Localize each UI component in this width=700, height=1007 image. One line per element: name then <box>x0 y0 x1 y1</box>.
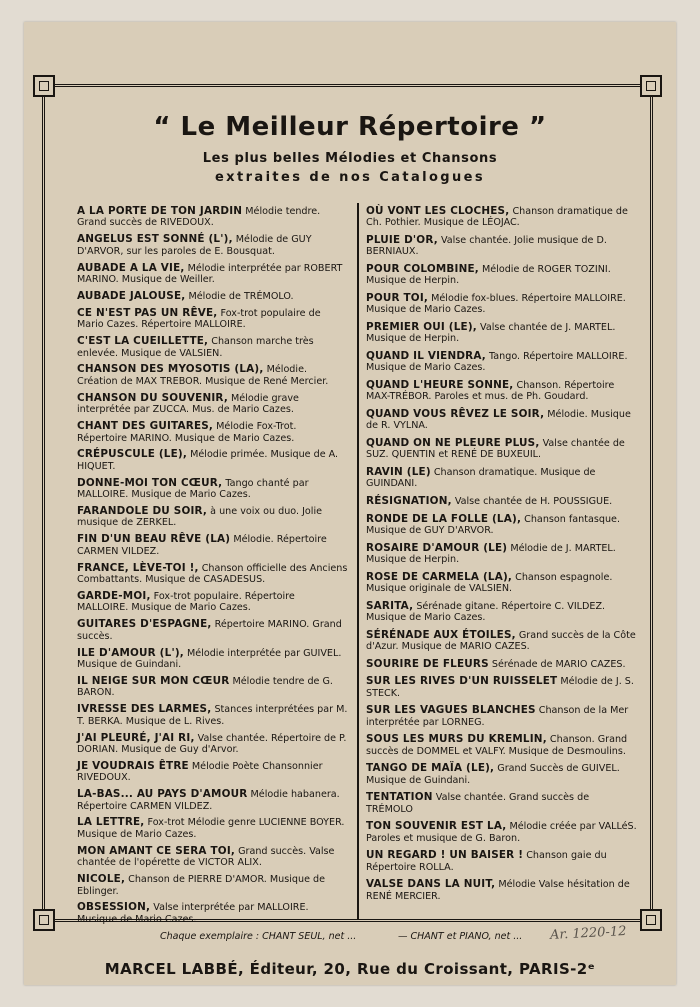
corner-ornament-icon <box>33 909 55 931</box>
song-entry <box>77 421 349 444</box>
song-entry <box>77 234 349 257</box>
song-description: Fox-trot Mélodie genre LUCIENNE BOYER. Musique de Mario Cazes. <box>77 817 345 840</box>
song-description: Mélodie créée par VALLéS. Paroles et musique de G. Baron. <box>366 821 637 844</box>
song-title: DONNE-MOI TON CŒUR, <box>77 476 223 489</box>
song-description: Chanson gaie du Répertoire ROLLA. <box>366 850 607 873</box>
song-entry <box>366 659 638 670</box>
song-entry <box>366 351 638 374</box>
song-description: Mélodie. Musique de R. VYLNA. <box>366 409 631 432</box>
song-description: Chanson fantasque. Musique de GUY D'ARVOR. <box>366 513 620 536</box>
song-description: Chanson espagnole. Musique originale de VALSIEN. <box>366 571 613 594</box>
song-description: à une voix ou duo. Jolie musique de ZERKEL. <box>77 506 323 529</box>
price-chant-seul: Chaque exemplaire : CHANT SEUL, net ... <box>160 931 357 942</box>
song-title: AUBADE JALOUSE, <box>77 289 186 302</box>
song-entry <box>77 308 349 331</box>
song-description: Tango chanté par MALLOIRE. Musique de Mario Cazes. <box>77 477 309 501</box>
song-description: Stances interprétées par M. T. BERKA. Musique de L. Rives. <box>77 704 348 727</box>
song-title: FRANCE, LÈVE-TOI !, <box>77 561 199 574</box>
page-title: “ Le Meilleur Répertoire ” <box>153 112 547 142</box>
song-description: Mélodie primée. Musique de A. HIQUET. <box>77 449 339 472</box>
song-title: J'AI PLEURÉ, J'AI RI, <box>77 731 195 744</box>
song-title: OBSESSION, <box>77 901 151 914</box>
song-title: A LA PORTE DE TON JARDIN <box>77 205 243 217</box>
song-title: POUR TOI, <box>366 292 429 304</box>
song-entry <box>77 478 349 501</box>
song-title: C'EST LA CUEILLETTE, <box>77 335 209 348</box>
song-description: Mélodie Valse hésitation de RENÉ MERCIER. <box>366 879 630 902</box>
song-entry <box>77 534 349 557</box>
song-description: Fox-trot populaire. Répertoire MALLOIRE. Musique de Mario Cazes. <box>77 590 295 614</box>
song-title: LA-BAS... AU PAYS D'AMOUR <box>77 788 248 801</box>
song-title: CHANSON DU SOUVENIR, <box>77 391 228 404</box>
song-entry <box>366 543 638 566</box>
song-entry <box>77 902 349 925</box>
song-entry <box>366 879 638 902</box>
song-entry <box>77 648 349 671</box>
song-title: ILE D'AMOUR (L'), <box>77 646 184 659</box>
song-description: Grand succès. Valse chantée de l'opérette de VICTOR ALIX. <box>77 845 335 869</box>
song-description: Mélodie Fox-Trot. Répertoire MARINO. Musique de Mario Cazes. <box>77 421 297 444</box>
song-entry <box>366 235 638 258</box>
song-entry <box>77 733 349 756</box>
song-title: FIN D'UN BEAU RÊVE (LA) <box>77 533 231 546</box>
song-title: CHANT DES GUITARES, <box>77 420 214 433</box>
song-entry <box>77 206 349 229</box>
song-entry <box>77 874 349 897</box>
song-description: Chanson de la Mer interprétée par LORNEG. <box>366 705 629 728</box>
song-entry <box>77 676 349 699</box>
song-title: QUAND VOUS RÊVEZ LE SOIR, <box>366 408 545 420</box>
song-description: Sérénade gitane. Répertoire C. VILDEZ. Musique de Mario Cazes. <box>366 600 606 623</box>
song-entry <box>366 467 638 490</box>
song-description: Chanson dramatique. Musique de GUINDANI. <box>366 467 596 490</box>
song-description: Valse chantée. Jolie musique de D. BERNIAUX. <box>366 235 607 258</box>
song-entry <box>366 514 638 537</box>
song-entry <box>366 264 638 287</box>
song-title: ROSAIRE D'AMOUR (LE) <box>366 541 508 554</box>
song-entry <box>366 630 638 653</box>
song-entry <box>366 763 638 786</box>
song-description: Chanson officielle des Anciens Combattants. Musique de CASADESUS. <box>77 562 348 586</box>
song-title: GUITARES D'ESPAGNE, <box>77 618 212 631</box>
song-entry <box>77 291 349 302</box>
song-entry <box>366 676 638 699</box>
song-description: Tango. Répertoire MALLOIRE. Musique de Mario Cazes. <box>366 351 628 374</box>
song-description: Mélodie interprétée par ROBERT MARINO. Musique de Weiller. <box>77 262 343 286</box>
song-entry <box>77 817 349 840</box>
price-chant-piano: — CHANT et PIANO, net ... <box>398 931 523 942</box>
song-description: Grand Succès de GUIVEL. Musique de Guindani. <box>366 763 620 786</box>
corner-ornament-icon <box>33 75 55 97</box>
subtitle-line-1: Les plus belles Mélodies et Chansons <box>202 151 498 166</box>
song-title: RAVIN (LE) <box>366 466 431 478</box>
song-title: QUAND IL VIENDRA, <box>366 350 486 362</box>
song-entry <box>77 619 349 642</box>
song-description: Mélodie de J. S. STECK. <box>366 676 634 699</box>
song-title: QUAND ON NE PLEURE PLUS, <box>366 437 540 449</box>
column-divider <box>357 203 359 920</box>
song-description: Mélodie fox-blues. Répertoire MALLOIRE. Musique de Mario Cazes. <box>366 293 626 316</box>
song-entry <box>366 792 638 815</box>
song-description: Mélodie de GUY D'ARVOR, sur les paroles de E. Bousquat. <box>77 234 312 257</box>
song-title: OÙ VONT LES CLOCHES, <box>366 205 510 217</box>
song-title: MON AMANT CE SERA TOI, <box>77 844 236 857</box>
song-entry <box>366 850 638 873</box>
song-description: Chanson. Répertoire MAX-TRÉBOR. Paroles et mus. de Ph. Goudard. <box>366 380 615 403</box>
song-description: Chanson dramatique de Ch. Pothier. Musique de LÉOJAC. <box>366 206 628 229</box>
song-description: Fox-trot populaire de Mario Cazes. Répertoire MALLOIRE. <box>77 307 321 331</box>
song-entry <box>77 789 349 812</box>
song-title: CHANSON DES MYOSOTIS (LA), <box>77 363 264 376</box>
song-entry <box>77 563 349 586</box>
song-description: Mélodie de ROGER TOZINI. Musique de Herpin. <box>366 264 611 287</box>
song-description: Mélodie Poète Chansonnier RIVEDOUX. <box>77 760 323 784</box>
song-description: Valse chantée. Grand succès de TRÉMOLO <box>366 792 590 815</box>
song-entry <box>366 705 638 728</box>
corner-ornament-icon <box>640 909 662 931</box>
song-description: Grand succès de la Côte d'Azur. Musique de MARIO CAZES. <box>366 629 636 652</box>
song-description: Mélodie. Répertoire CARMEN VILDEZ. <box>77 534 327 557</box>
song-description: Valse interprétée par MALLOIRE. Musique de Mario Cazes. <box>77 902 309 925</box>
song-title: SOURIRE DE FLEURS <box>366 657 489 670</box>
song-title: VALSE DANS LA NUIT, <box>366 878 496 891</box>
song-entry <box>77 263 349 286</box>
song-title: IVRESSE DES LARMES, <box>77 703 212 716</box>
song-entry <box>77 704 349 727</box>
song-title: TENTATION <box>366 791 433 804</box>
song-description: Mélodie tendre de G. BARON. <box>77 675 333 699</box>
song-description: Répertoire MARINO. Grand succès. <box>77 619 342 642</box>
song-title: SUR LES VAGUES BLANCHES <box>366 704 536 717</box>
song-description: Mélodie interprétée par GUIVEL. Musique de Guindani. <box>77 647 342 670</box>
song-entry <box>366 821 638 844</box>
song-entry <box>366 496 638 507</box>
subtitle-line-2: extraites de nos Catalogues <box>214 170 486 185</box>
song-description: Mélodie habanera. Répertoire CARMEN VILDEZ. <box>77 789 340 812</box>
song-entry <box>366 409 638 432</box>
left-song-column <box>77 206 349 931</box>
song-entry <box>366 322 638 345</box>
song-description: Valse chantée de J. MARTEL. Musique de Herpin. <box>366 322 616 345</box>
song-title: RONDE DE LA FOLLE (LA), <box>366 512 522 525</box>
song-description: Mélodie. Création de MAX TREBOR. Musique de René Mercier. <box>77 364 329 387</box>
song-entry <box>77 761 349 784</box>
song-title: AUBADE A LA VIE, <box>77 261 185 274</box>
song-entry <box>366 438 638 461</box>
song-entry <box>366 293 638 316</box>
song-title: ROSE DE CARMELA (LA), <box>366 570 513 583</box>
song-title: UN REGARD ! UN BAISER ! <box>366 849 524 862</box>
corner-ornament-icon <box>640 75 662 97</box>
handwritten-annotation: Ar. 1220-12 <box>549 924 627 943</box>
song-description: Mélodie tendre. Grand succès de RIVEDOUX. <box>77 206 321 229</box>
song-entry <box>77 449 349 472</box>
song-title: SUR LES RIVES D'UN RUISSELET <box>366 675 558 688</box>
song-title: POUR COLOMBINE, <box>366 263 479 275</box>
song-entry <box>77 336 349 359</box>
song-title: IL NEIGE SUR MON CŒUR <box>77 674 230 687</box>
song-description: Sérénade de MARIO CAZES. <box>491 658 626 670</box>
song-title: RÉSIGNATION, <box>366 495 452 507</box>
song-title: GARDE-MOI, <box>77 589 151 602</box>
song-entry <box>77 506 349 529</box>
song-title: SOUS LES MURS DU KREMLIN, <box>366 733 547 746</box>
song-entry <box>77 846 349 869</box>
song-entry <box>366 601 638 624</box>
song-description: Valse chantée de H. POUSSIGUE. <box>454 496 613 507</box>
song-entry <box>77 393 349 416</box>
song-title: PREMIER OUI (LE), <box>366 321 477 333</box>
song-title: QUAND L'HEURE SONNE, <box>366 379 514 391</box>
song-entry <box>366 734 638 757</box>
song-entry <box>366 206 638 229</box>
song-description: Valse chantée. Répertoire de P. DORIAN. Musique de Guy d'Arvor. <box>77 732 347 755</box>
song-title: TON SOUVENIR EST LA, <box>366 820 507 833</box>
song-title: NICOLE, <box>77 873 126 886</box>
song-description: Valse chantée de SUZ. QUENTIN et RENÉ DE BUXEUIL. <box>366 438 625 461</box>
song-title: CRÉPUSCULE (LE), <box>77 448 188 461</box>
song-description: Mélodie grave interprétée par ZUCCA. Mus. de Mario Cazes. <box>77 392 299 416</box>
song-entry <box>366 572 638 595</box>
song-title: PLUIE D'OR, <box>366 234 438 246</box>
publisher-footer: MARCEL LABBÉ, Éditeur, 20, Rue du Croissant, PARIS-2ᵉ <box>104 960 596 978</box>
song-description: Mélodie de J. MARTEL. Musique de Herpin. <box>366 542 616 565</box>
song-title: SÉRÉNADE AUX ÉTOILES, <box>366 628 516 641</box>
song-title: JE VOUDRAIS ÊTRE <box>77 759 189 772</box>
song-title: LA LETTRE, <box>77 816 145 829</box>
song-description: Chanson marche très enlevée. Musique de VALSIEN. <box>77 336 314 359</box>
song-title: ANGELUS EST SONNÉ (L'), <box>77 233 233 246</box>
song-description: Chanson. Grand succès de DOMMEL et VALFY. Musique de Desmoulins. <box>366 734 628 757</box>
song-entry <box>77 591 349 614</box>
song-title: FARANDOLE DU SOIR, <box>77 505 208 518</box>
song-title: SARITA, <box>366 599 414 612</box>
song-entry <box>77 364 349 387</box>
right-song-column <box>366 206 638 908</box>
song-title: TANGO DE MAÏA (LE), <box>366 762 495 775</box>
song-description: Chanson de PIERRE D'AMOR. Musique de Eblinger. <box>77 874 326 897</box>
song-entry <box>366 380 638 403</box>
song-description: Mélodie de TRÉMOLO. <box>188 290 294 302</box>
song-title: CE N'EST PAS UN RÊVE, <box>77 306 218 319</box>
